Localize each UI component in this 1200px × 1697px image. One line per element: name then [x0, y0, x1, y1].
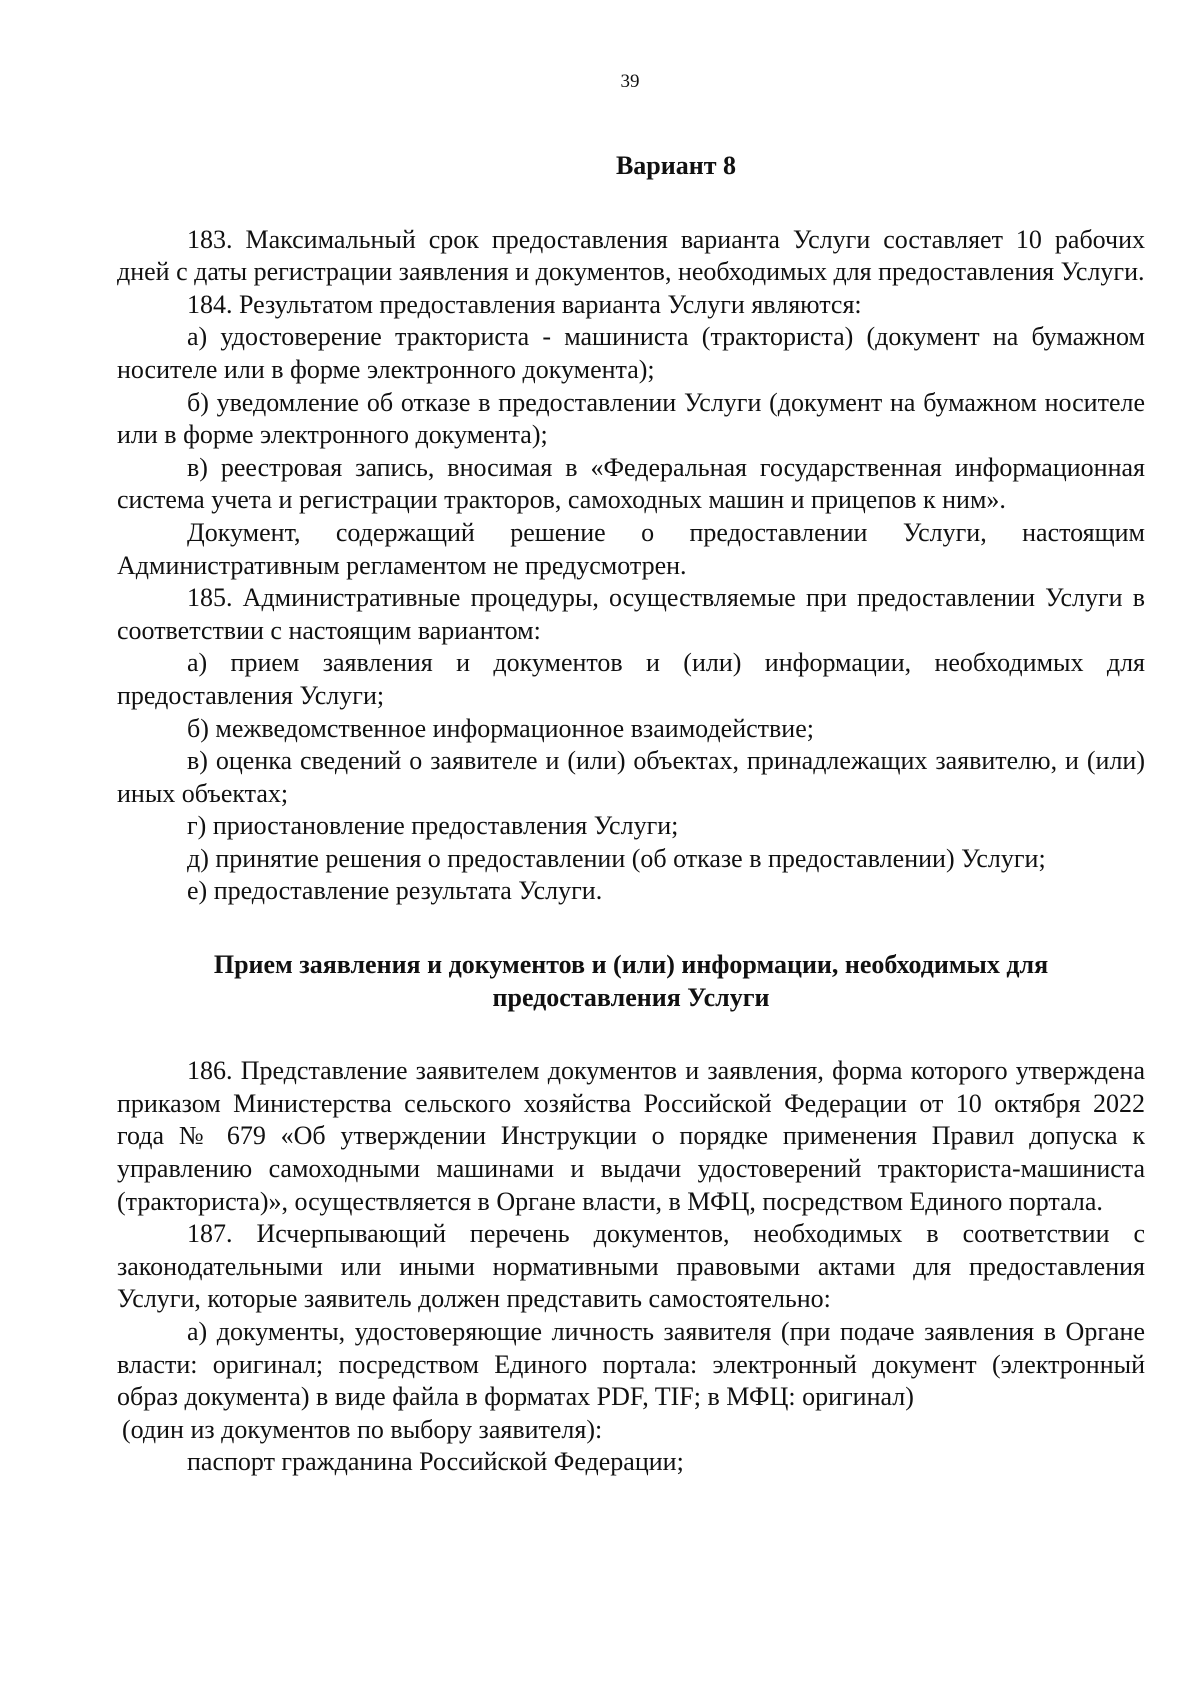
list-item-187-a-continuation: (один из документов по выбору заявителя): [122, 1414, 603, 1444]
document-body [117, 150, 1145, 1479]
paragraph-184: 184. Результатом предоставления варианта Услуги являются: [187, 289, 862, 319]
list-item-185-g: г) приостановление предоставления Услуги; [187, 811, 679, 841]
page-number: 39 [620, 71, 640, 92]
list-item-185-d: д) принятие решения о предоставлении (об отказе в предоставлении) Услуги; [187, 843, 1046, 873]
paragraph-decision-note: Документ, содержащий решение о предоставлении Услуги, настоящим Административным регламентом не предусмотрен. [117, 517, 1145, 580]
list-item-184-v: в) реестровая запись, вносимая в «Федеральная государственная информационная система учета и регистрации тракторов, самоходных машин и прицепов к ним». [117, 452, 1145, 515]
paragraph-187: 187. Исчерпывающий перечень документов, необходимых в соответствии с законодательными или иными нормативными правовыми актами для предоставления Услуги, которые заявитель должен представить самостоятельно: [117, 1219, 1145, 1314]
list-item-187-a: а) документы, удостоверяющие личность заявителя (при подаче заявления в Органе власти: оригинал; посредством Единого портала: электронный документ (электронный образ документа) в виде файла в форматах PDF, TIF; в МФЦ: оригинал) [117, 1317, 1145, 1412]
list-item-185-v: в) оценка сведений о заявителе и (или) объектах, принадлежащих заявителю, и (или) иных объектах; [117, 746, 1145, 808]
paragraph-183: 183. Максимальный срок предоставления варианта Услуги составляет 10 рабочих дней с даты регистрации заявления и документов, необходимых для предоставления Услуги. [117, 224, 1145, 287]
list-item-185-b: б) межведомственное информационное взаимодействие; [187, 713, 814, 743]
list-item-184-a: а) удостоверение тракториста - машиниста (тракториста) (документ на бумажном носителе или в форме электронного документа); [117, 322, 1145, 384]
list-item-185-e: е) предоставление результата Услуги. [187, 876, 603, 906]
document-item-passport: паспорт гражданина Российской Федерации; [187, 1447, 684, 1477]
variant-heading: Вариант 8 [615, 151, 737, 180]
list-item-185-a: а) прием заявления и документов и (или) информации, необходимых для предоставления Услуги; [117, 648, 1145, 710]
paragraph-186: 186. Представление заявителем документов и заявления, форма которого утверждена приказом Министерства сельского хозяйства Российской Федерации от 10 октября 2022 года № 679 «Об утверждении Инструкции о порядке применения Правил допуска к управлению самоходными машинами и выдачи удостоверений тракториста-машиниста (тракториста)», осуществляется в Органе власти, в МФЦ, посредством Единого портала. [117, 1056, 1145, 1216]
paragraph-185: 185. Административные процедуры, осуществляемые при предоставлении Услуги в соответствии с настоящим вариантом: [117, 583, 1145, 645]
section-heading: Прием заявления и документов и (или) информации, необходимых для предоставления Услуги [213, 950, 1049, 1012]
list-item-184-b: б) уведомление об отказе в предоставлении Услуги (документ на бумажном носителе или в форме электронного документа); [117, 387, 1145, 450]
